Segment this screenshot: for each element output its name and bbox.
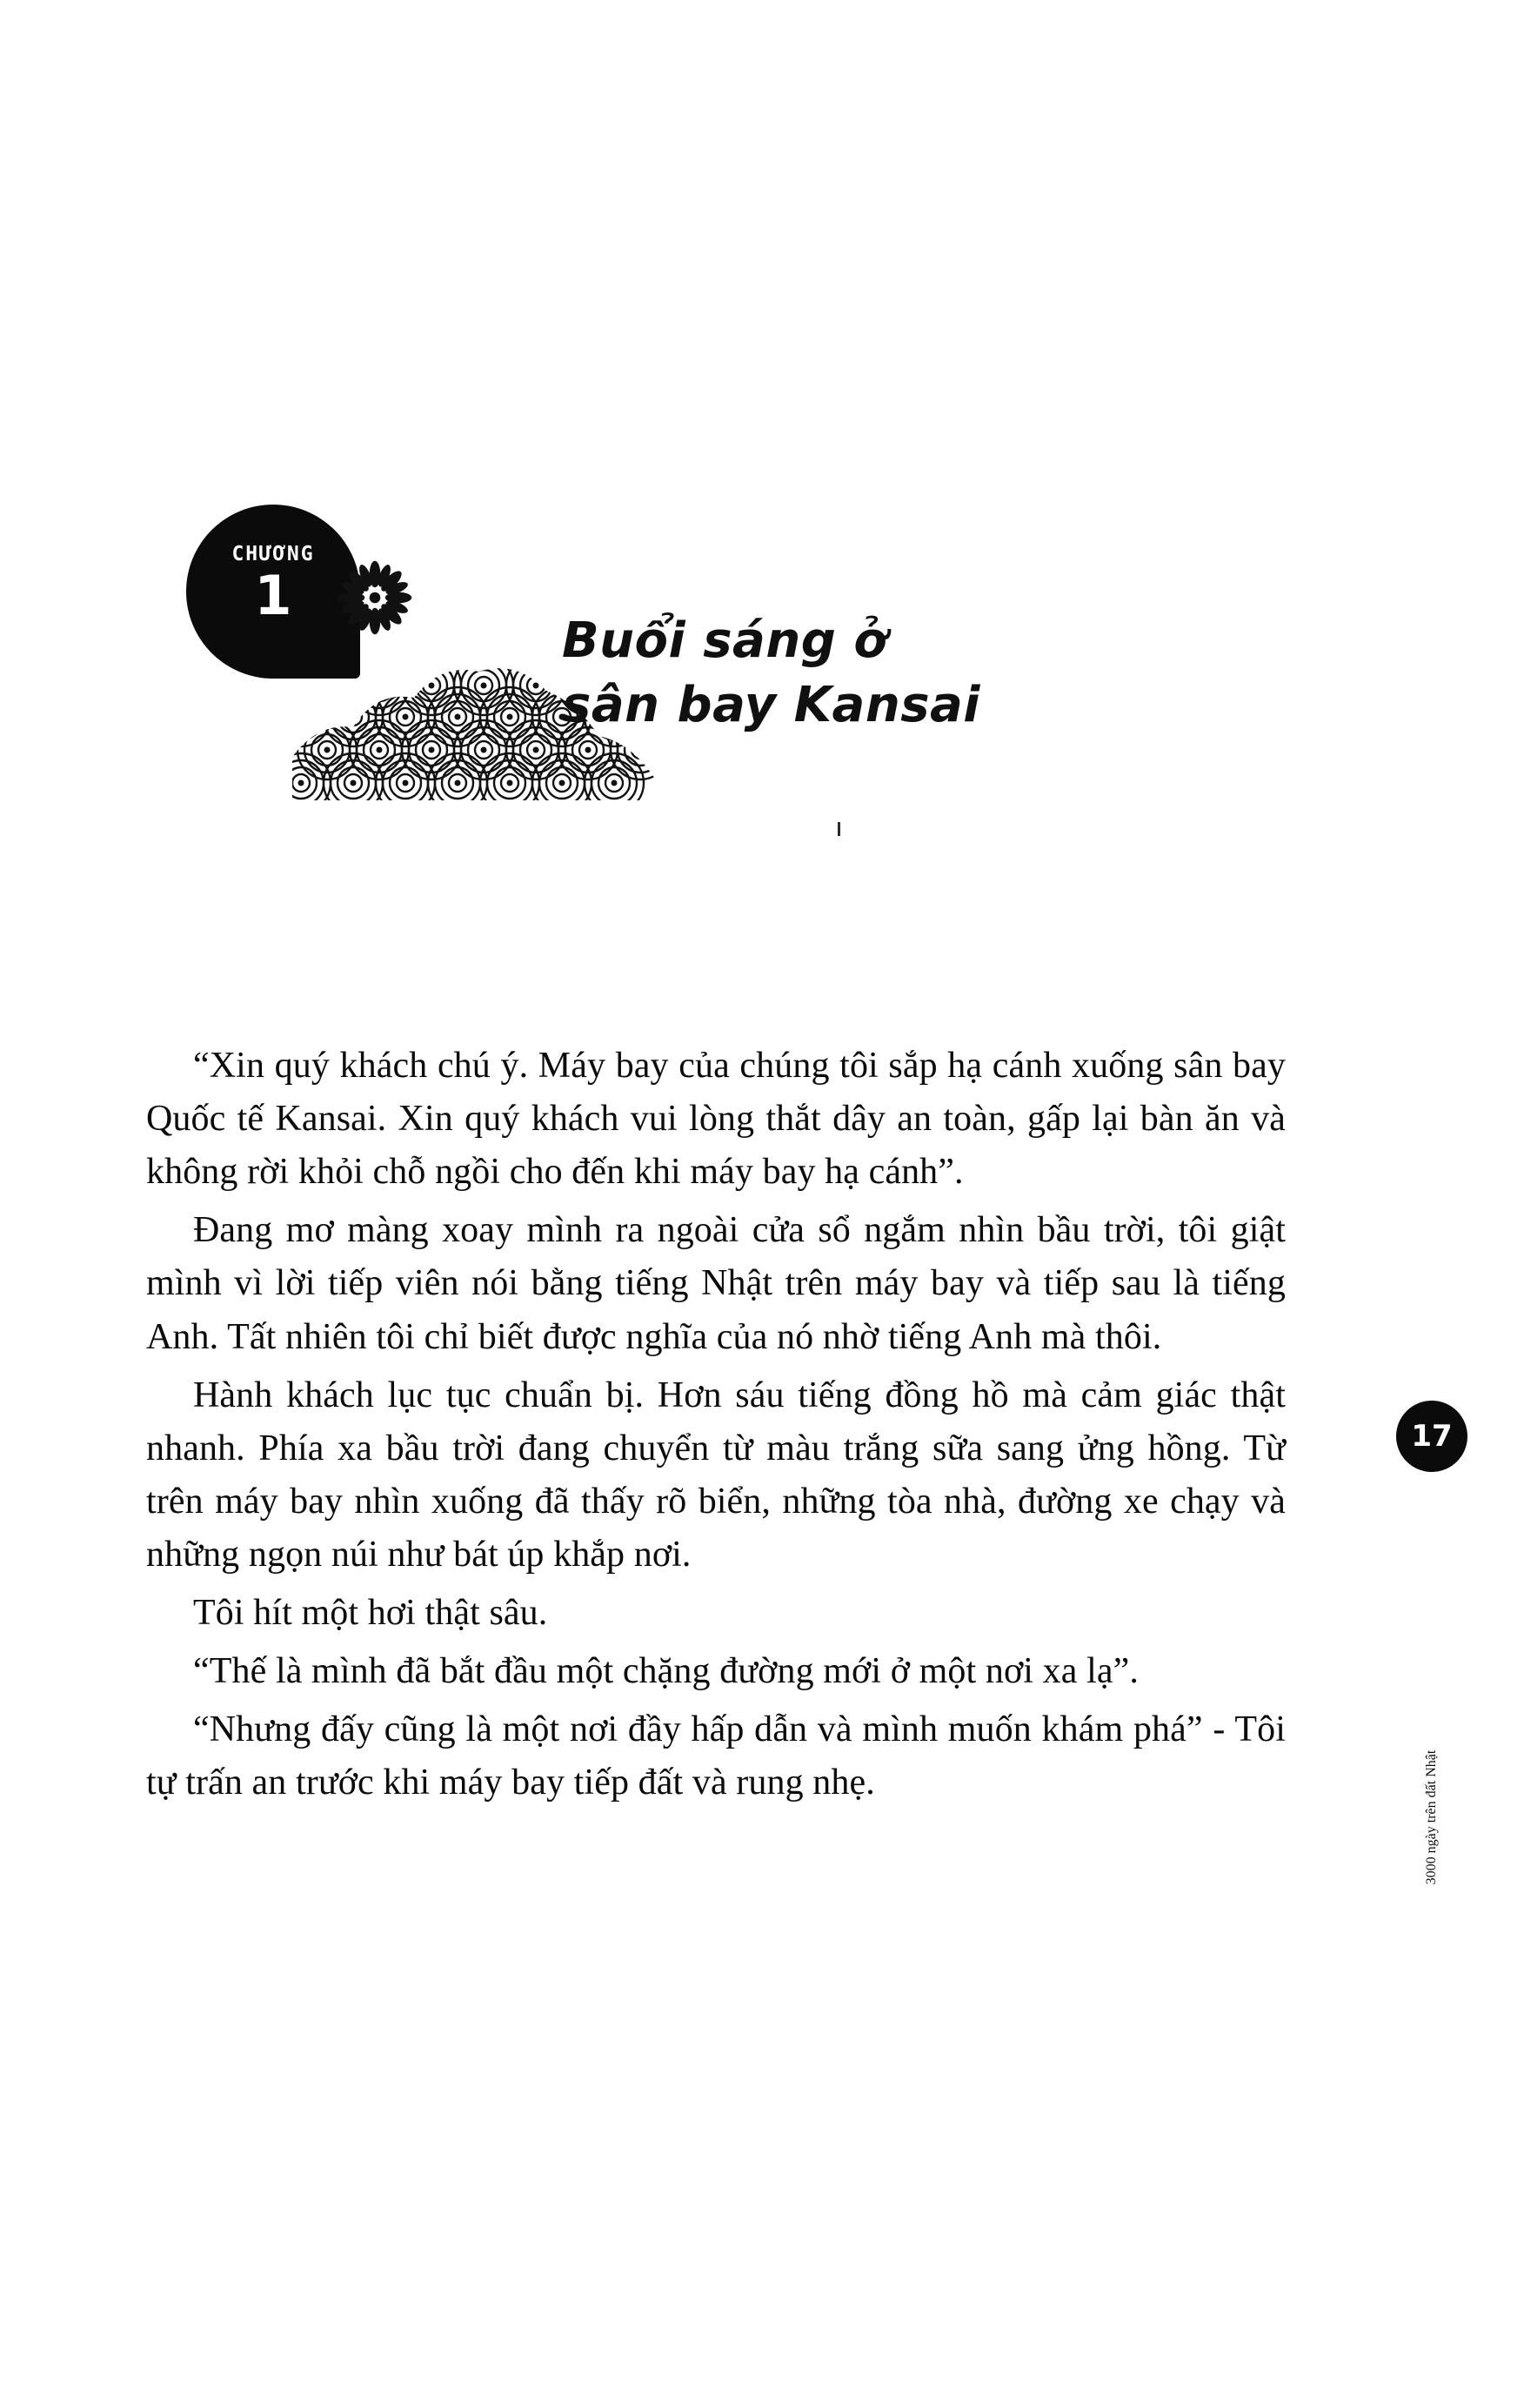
running-title [1388, 1514, 1475, 2140]
chapter-number: 1 [254, 564, 292, 627]
chapter-title-line-1: Buổi sáng ở [562, 612, 888, 669]
paragraph: Hành khách lục tục chuẩn bị. Hơn sáu tiếng đồng hồ mà cảm giác thật nhanh. Phía xa bầu trời đang chuyển từ màu trắng sữa sang ửng hồng. Từ trên máy bay nhìn xuống đã thấy rõ biển, những tòa nhà, đường xe chạy và những ngọn núi như bát úp khắp nơi. [146, 1375, 1286, 1575]
paragraph: Tôi hít một hơi thật sâu. [193, 1593, 548, 1634]
body-text [146, 1040, 1286, 1816]
chapter-header [162, 496, 1188, 809]
chapter-label: CHƯƠNG [231, 543, 315, 565]
ink-speck [838, 822, 840, 836]
running-title-text: 3000 ngày trên đất Nhật [1424, 1749, 1439, 1885]
paragraph: “Thế là mình đã bắt đầu một chặng đường mới ở một nơi xa lạ”. [193, 1651, 1139, 1692]
paragraph: “Xin quý khách chú ý. Máy bay của chúng tôi sắp hạ cánh xuống sân bay Quốc tế Kansai. Xin quý khách vui lòng thắt dây an toàn, gấp lại bàn ăn và không rời khỏi chỗ ngồi cho đến khi máy bay hạ cánh”. [146, 1046, 1286, 1193]
page-title [562, 609, 1171, 738]
paragraph: Đang mơ màng xoay mình ra ngoài cửa sổ ngắm nhìn bầu trời, tôi giật mình vì lời tiếp viên nói bằng tiếng Nhật trên máy bay và tiếp sau là tiếng Anh. Tất nhiên tôi chỉ biết được nghĩa của nó nhờ tiếng Anh mà thôi. [146, 1210, 1286, 1357]
chrysanthemum-flower-icon [336, 559, 414, 637]
page-number: 17 [1396, 1401, 1467, 1472]
chapter-title-line-2: sân bay Kansai [562, 676, 981, 733]
paragraph: “Nhưng đấy cũng là một nơi đầy hấp dẫn và mình muốn khám phá” - Tôi tự trấn an trước khi máy bay tiếp đất và rung nhẹ. [146, 1709, 1286, 1803]
